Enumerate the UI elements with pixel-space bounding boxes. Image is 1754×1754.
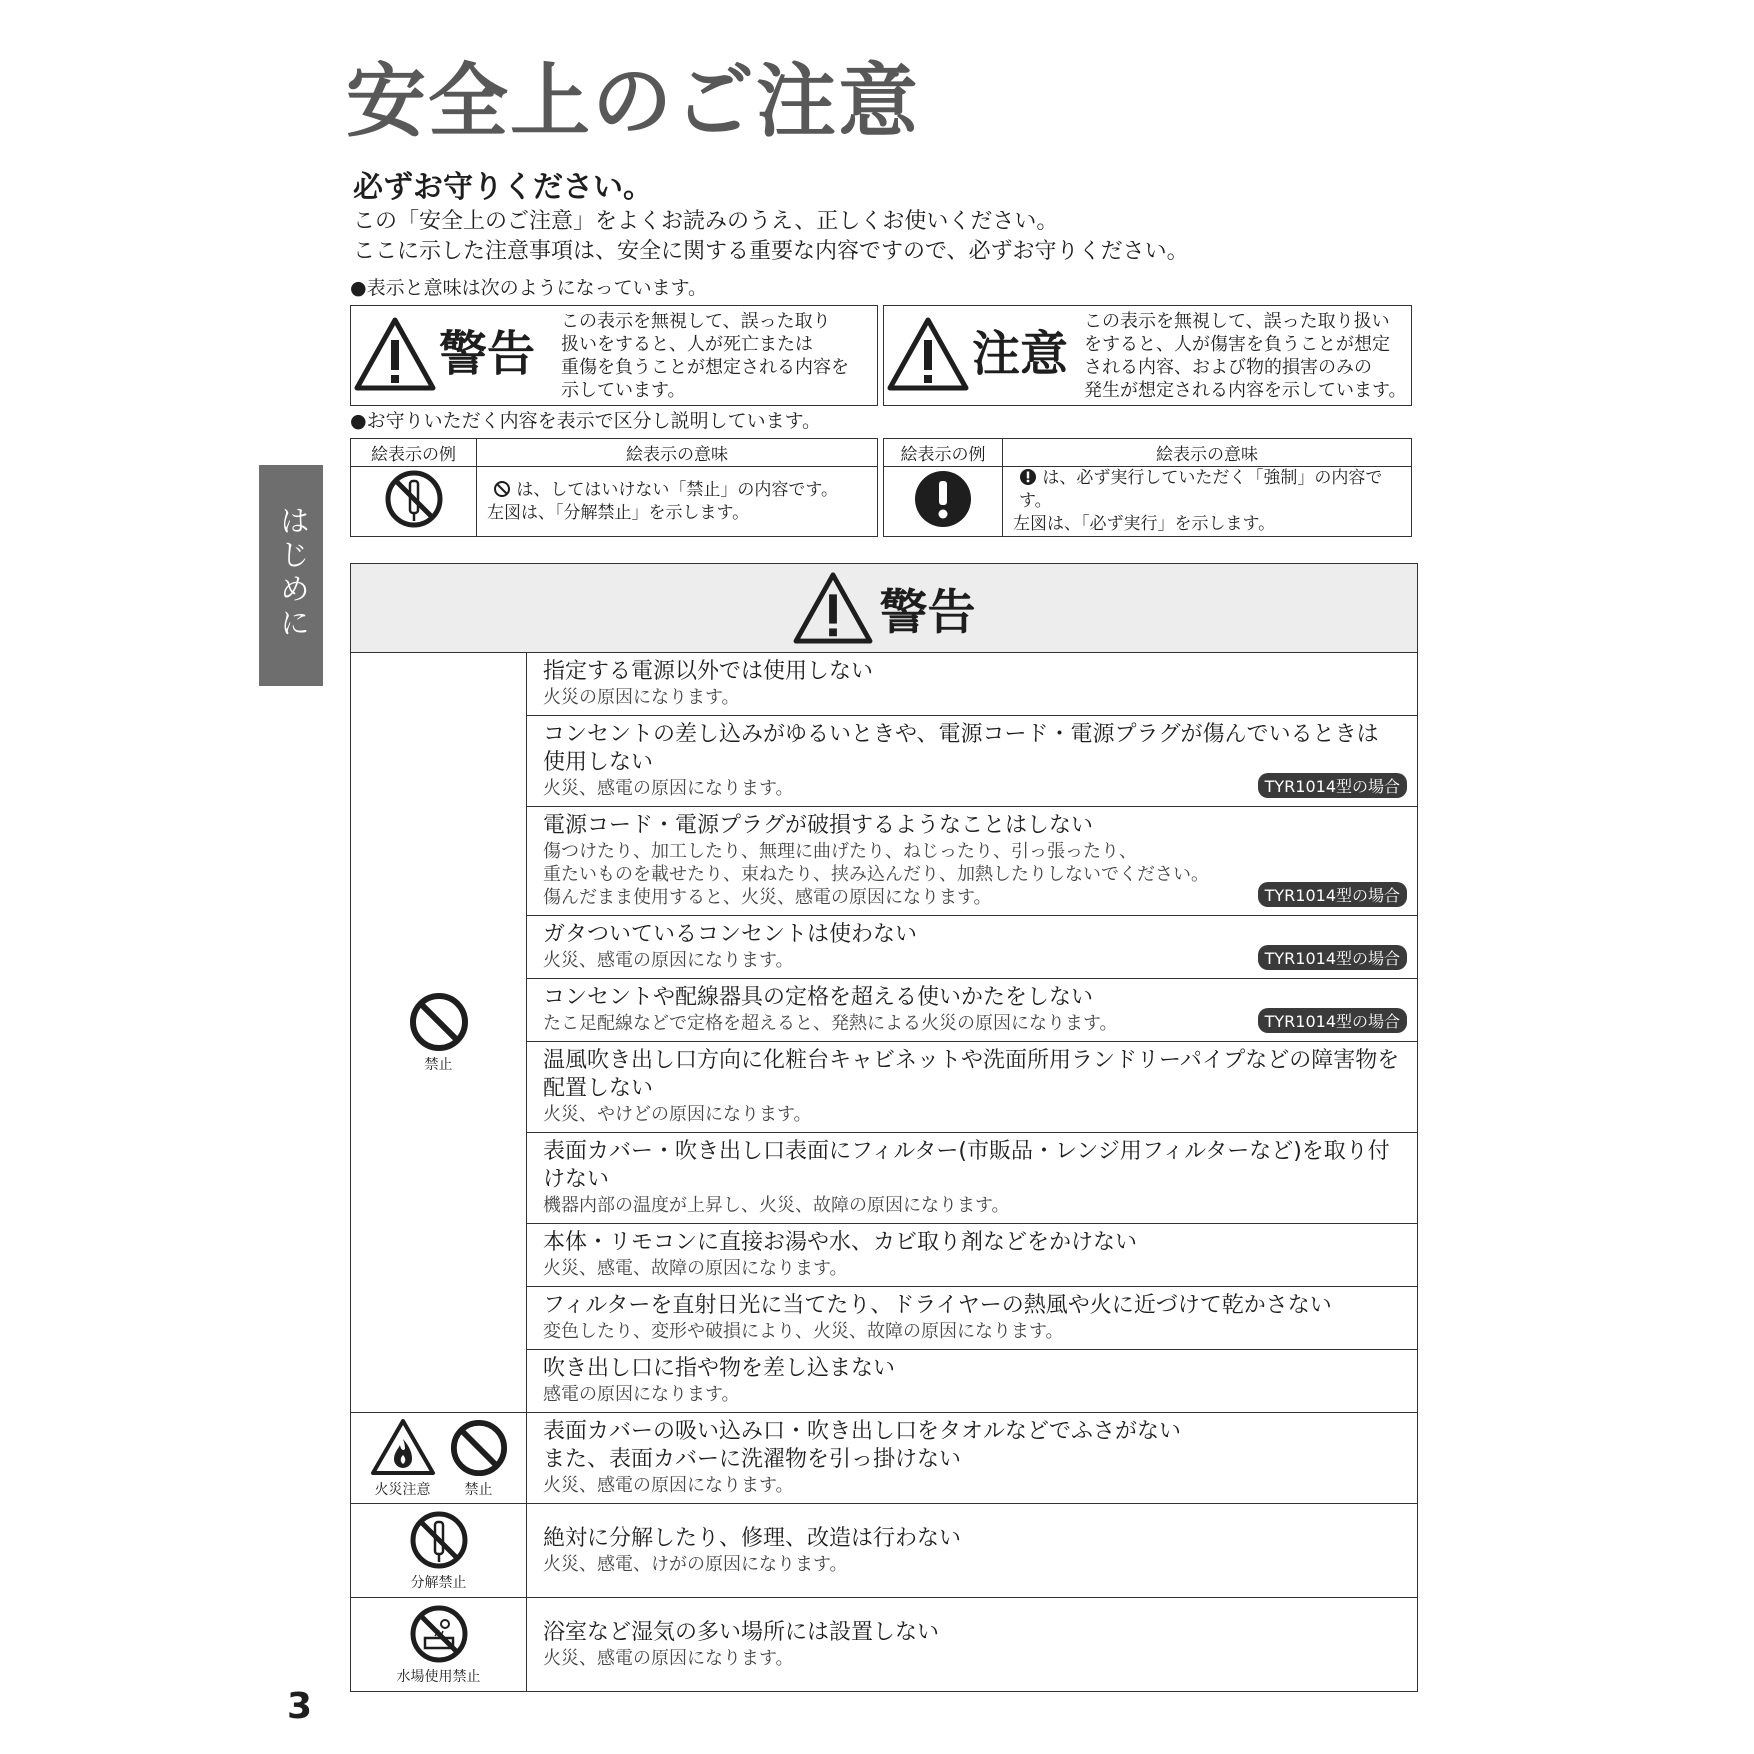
caution-symbol-box xyxy=(883,305,1412,406)
example-icon-cell xyxy=(351,467,477,537)
caution-triangle-icon xyxy=(886,316,970,392)
warning-item: 絶対に分解したり、修理、改造は行わない 火災、感電、けがの原因になります。 xyxy=(527,1504,1418,1598)
warning-item: 表面カバーの吸い込み口・吹き出し口をタオルなどでふさがない また、表面カバーに洗濯物を引っ掛けない 火災、感電の原因になります。 xyxy=(527,1413,1418,1504)
model-tag: TYR1014型の場合 xyxy=(1258,945,1407,970)
head-meaning-2: 絵表示の意味 xyxy=(1003,439,1412,467)
fire-caution-caption: 火災注意 xyxy=(374,1482,431,1498)
warning-banner-title: 警告 xyxy=(879,584,976,641)
warning-item: 吹き出し口に指や物を差し込まない 感電の原因になります。 xyxy=(527,1350,1418,1413)
caution-description: この表示を無視して、誤った取り扱い をすると、人が傷害を負うことが想定 される内容、および物的損害のみの 発生が想定される内容を示しています。 xyxy=(1084,311,1407,401)
head-example: 絵表示の例 xyxy=(351,439,477,467)
prohibit-small-icon xyxy=(493,480,511,498)
warning-item: ガタついているコンセントは使わない 火災、感電の原因になります。 TYR1014型の場合 xyxy=(527,916,1418,979)
side-tab xyxy=(259,465,323,686)
prohibited-caption-2: 禁止 xyxy=(464,1482,493,1498)
mandatory-icon xyxy=(913,469,973,529)
warning-triangle-icon xyxy=(792,571,874,645)
example-table-right xyxy=(883,438,1412,537)
mandatory-small-icon xyxy=(1019,468,1037,486)
head-example-2: 絵表示の例 xyxy=(884,439,1003,467)
prohibited-caption: 禁止 xyxy=(424,1056,453,1073)
prohibited-icon-cell xyxy=(351,653,527,1413)
head-meaning: 絵表示の意味 xyxy=(477,439,878,467)
warning-item: 本体・リモコンに直接お湯や水、カビ取り剤などをかけない 火災、感電、故障の原因になります。 xyxy=(527,1224,1418,1287)
warning-triangle-icon xyxy=(353,316,437,392)
caution-word: 注意 xyxy=(972,326,1069,382)
warning-banner xyxy=(351,564,1418,653)
bullet-symbols: ●表示と意味は次のようになっています。 xyxy=(350,277,708,299)
prohibited-icon xyxy=(450,1419,508,1477)
example-meaning-mandatory: は、必ず実行していただく「強制」の内容です。 左図は、「必ず実行」を示します。 xyxy=(1003,467,1412,537)
no-wet-area-icon xyxy=(409,1604,469,1664)
warning-table xyxy=(350,563,1418,1692)
side-tab-label: はじめに xyxy=(274,505,309,641)
intro-line-1: この「安全上のご注意」をよくお読みのうえ、正しくお使いください。 xyxy=(353,209,1059,234)
no-disassembly-icon xyxy=(409,1510,469,1570)
model-tag: TYR1014型の場合 xyxy=(1258,773,1407,798)
fire-prohibited-icon-cell xyxy=(351,1413,527,1504)
warning-item: 浴室など湿気の多い場所には設置しない 火災、感電の原因になります。 xyxy=(527,1598,1418,1692)
model-tag: TYR1014型の場合 xyxy=(1258,1008,1407,1033)
model-tag: TYR1014型の場合 xyxy=(1258,882,1407,907)
warning-description: この表示を無視して、誤った取り 扱いをすると、人が死亡または 重傷を負うことが想定される内容を 示しています。 xyxy=(561,311,849,401)
example-icon-cell-2 xyxy=(884,467,1003,537)
warning-item: 表面カバー・吹き出し口表面にフィルター(市販品・レンジ用フィルターなど)を取り付けない 機器内部の温度が上昇し、火災、故障の原因になります。 xyxy=(527,1133,1418,1224)
warning-item: 電源コード・電源プラグが破損するようなことはしない 傷つけたり、加工したり、無理に曲げたり、ねじったり、引っ張ったり、 重たいものを載せたり、束ねたり、挟み込んだり、加熱したりしないでください。 傷んだまま使用すると、火災、感電の原因になります。 TYR1014型の場合 xyxy=(527,807,1418,916)
page-number: 3 xyxy=(287,1686,313,1727)
bullet-examples: ●お守りいただく内容を表示で区分し説明しています。 xyxy=(350,410,822,432)
no-disassembly-icon xyxy=(384,469,444,529)
example-table-left xyxy=(350,438,878,537)
warning-item: 温風吹き出し口方向に化粧台キャビネットや洗面所用ランドリーパイプなどの障害物を 配置しない 火災、やけどの原因になります。 xyxy=(527,1042,1418,1133)
fire-caution-icon xyxy=(370,1417,436,1477)
no-wet-area-icon-cell xyxy=(351,1598,527,1692)
warning-symbol-box xyxy=(350,305,878,406)
intro-line-2: ここに示した注意事項は、安全に関する重要な内容ですので、必ずお守りください。 xyxy=(353,239,1189,264)
no-disassembly-caption: 分解禁止 xyxy=(410,1574,467,1591)
warning-item: コンセントや配線器具の定格を超える使いかたをしない たこ足配線などで定格を超えると、発熱による火災の原因になります。 TYR1014型の場合 xyxy=(527,979,1418,1042)
subheading: 必ずお守りください。 xyxy=(353,170,653,205)
warning-word: 警告 xyxy=(439,326,536,382)
no-wet-area-caption: 水場使用禁止 xyxy=(396,1668,481,1685)
warning-item: コンセントの差し込みがゆるいときや、電源コード・電源プラグが傷んでいるときは 使用しない 火災、感電の原因になります。 TYR1014型の場合 xyxy=(527,716,1418,807)
prohibited-icon xyxy=(409,992,469,1052)
no-disassembly-icon-cell xyxy=(351,1504,527,1598)
warning-item: 指定する電源以外では使用しない 火災の原因になります。 xyxy=(527,653,1418,716)
example-meaning-prohibit: は、してはいけない「禁止」の内容です。 左図は、「分解禁止」を示します。 xyxy=(477,467,878,537)
page-title: 安全上のご注意 xyxy=(346,55,920,148)
warning-item: フィルターを直射日光に当てたり、ドライヤーの熱風や火に近づけて乾かさない 変色したり、変形や破損により、火災、故障の原因になります。 xyxy=(527,1287,1418,1350)
